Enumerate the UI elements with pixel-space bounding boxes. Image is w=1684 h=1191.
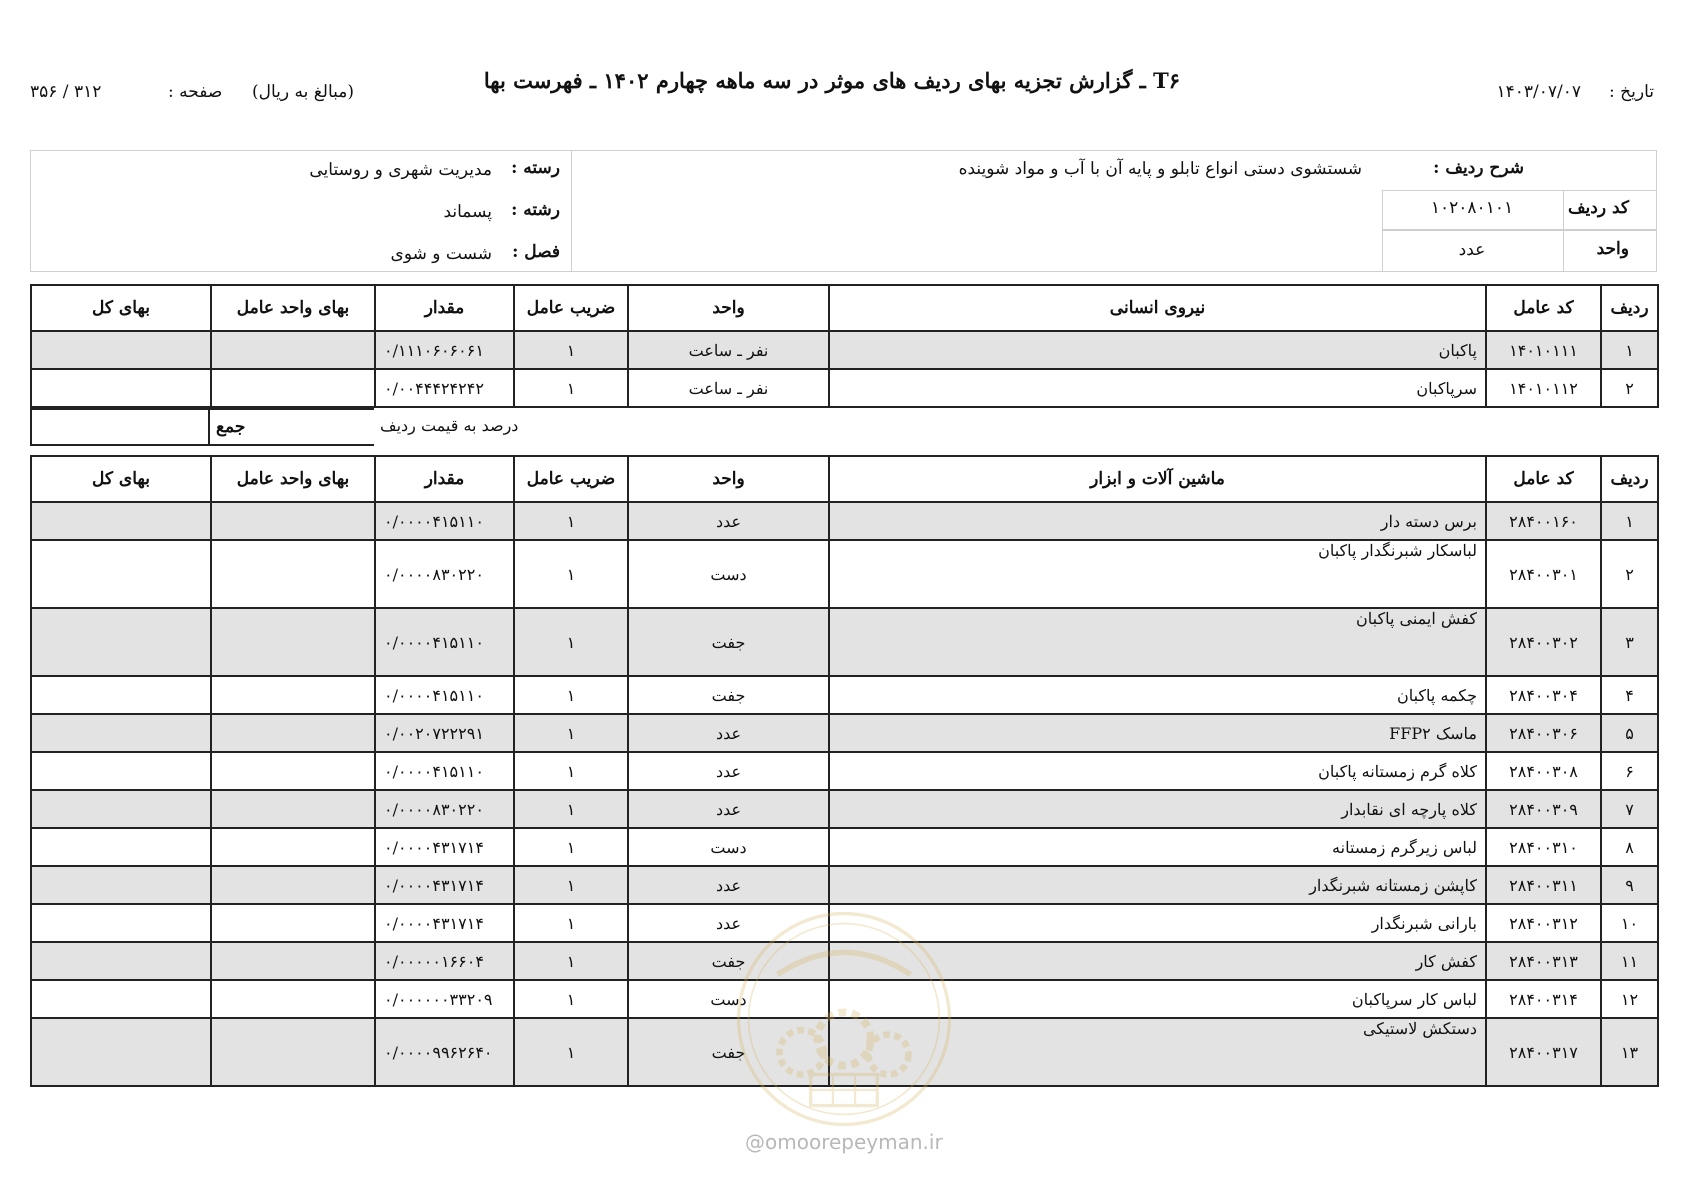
chapter-value: شست و شوی bbox=[390, 244, 492, 264]
factor-total-price bbox=[31, 942, 211, 980]
date-value: ۱۴۰۳/۰۷/۰۷ bbox=[1496, 82, 1581, 102]
factor-code: ۲۸۴۰۰۳۰۸ bbox=[1486, 752, 1601, 790]
factor-unit: عدد bbox=[628, 502, 829, 540]
factor-code: ۲۸۴۰۰۳۱۱ bbox=[1486, 866, 1601, 904]
row-code-value: ۱۰۲۰۸۰۱۰۱ bbox=[1430, 198, 1514, 218]
factor-unit: دست bbox=[628, 980, 829, 1018]
factor-unit: عدد bbox=[628, 790, 829, 828]
table-row bbox=[31, 369, 1658, 407]
factor-unit: عدد bbox=[628, 714, 829, 752]
row-desc-value: شستشوی دستی انواع تابلو و پایه آن با آب و مواد شوینده bbox=[958, 159, 1362, 179]
factor-unit: دست bbox=[628, 828, 829, 866]
table-row bbox=[31, 502, 1658, 540]
factor-name: برس دسته دار bbox=[829, 502, 1486, 540]
col-factor: ضریب عامل bbox=[514, 285, 628, 331]
factor-quantity: ۰/۰۰۲۰۷۲۲۲۹۱ bbox=[375, 714, 514, 752]
factor-unit: عدد bbox=[628, 752, 829, 790]
factor-name: کلاه گرم زمستانه پاکبان bbox=[829, 752, 1486, 790]
row-number: ۹ bbox=[1601, 866, 1658, 904]
row-number: ۳ bbox=[1601, 608, 1658, 676]
factor-unit: عدد bbox=[628, 866, 829, 904]
factor-unit-price bbox=[211, 676, 375, 714]
factor-coefficient: ۱ bbox=[514, 866, 628, 904]
factor-total-price bbox=[31, 369, 211, 407]
factor-name: پاکبان bbox=[829, 331, 1486, 369]
factor-name: کفش کار bbox=[829, 942, 1486, 980]
factor-unit-price bbox=[211, 828, 375, 866]
col-unit-price: بهای واحد عامل bbox=[211, 456, 375, 502]
chapter-label: فصل : bbox=[512, 242, 560, 262]
factor-name: کلاه پارچه ای نقابدار bbox=[829, 790, 1486, 828]
factor-unit: نفر ـ ساعت bbox=[628, 331, 829, 369]
row-number: ۷ bbox=[1601, 790, 1658, 828]
factor-name: سرپاکبان bbox=[829, 369, 1486, 407]
currency-note: (مبالغ به ریال) bbox=[252, 82, 355, 102]
col-code: کد عامل bbox=[1486, 285, 1601, 331]
row-number: ۱۰ bbox=[1601, 904, 1658, 942]
factor-total-price bbox=[31, 980, 211, 1018]
category-value: مدیریت شهری و روستایی bbox=[309, 160, 492, 180]
factor-coefficient: ۱ bbox=[514, 904, 628, 942]
col-row: ردیف bbox=[1601, 285, 1658, 331]
factor-code: ۲۸۴۰۰۳۰۹ bbox=[1486, 790, 1601, 828]
factor-total-price bbox=[31, 1018, 211, 1086]
row-number: ۲ bbox=[1601, 540, 1658, 608]
factor-coefficient: ۱ bbox=[514, 942, 628, 980]
row-number: ۸ bbox=[1601, 828, 1658, 866]
labor-header-row bbox=[31, 285, 1658, 331]
factor-unit-price bbox=[211, 502, 375, 540]
table-row bbox=[31, 790, 1658, 828]
factor-coefficient: ۱ bbox=[514, 502, 628, 540]
factor-name: کاپشن زمستانه شبرنگدار bbox=[829, 866, 1486, 904]
row-number: ۱ bbox=[1601, 331, 1658, 369]
col-qty: مقدار bbox=[375, 285, 514, 331]
table-row bbox=[31, 714, 1658, 752]
factor-code: ۲۸۴۰۰۳۱۳ bbox=[1486, 942, 1601, 980]
col-unit-price: بهای واحد عامل bbox=[211, 285, 375, 331]
table-row bbox=[31, 608, 1658, 676]
factor-total-price bbox=[31, 752, 211, 790]
factor-quantity: ۰/۰۰۰۰۰۱۶۶۰۴ bbox=[375, 942, 514, 980]
factor-code: ۲۸۴۰۰۱۶۰ bbox=[1486, 502, 1601, 540]
factor-total-price bbox=[31, 540, 211, 608]
col-qty: مقدار bbox=[375, 456, 514, 502]
factor-unit: جفت bbox=[628, 1018, 829, 1086]
factor-unit-price bbox=[211, 752, 375, 790]
factor-total-price bbox=[31, 502, 211, 540]
factor-quantity: ۰/۰۰۰۰۴۱۵۱۱۰ bbox=[375, 502, 514, 540]
factor-quantity: ۰/۱۱۱۰۶۰۶۰۶۱ bbox=[375, 331, 514, 369]
watermark-logo bbox=[733, 908, 955, 1130]
factor-quantity: ۰/۰۰۰۰۴۳۱۷۱۴ bbox=[375, 904, 514, 942]
factor-unit-price bbox=[211, 904, 375, 942]
watermark-site: @omoorepeyman.ir bbox=[745, 1130, 943, 1154]
factor-unit: نفر ـ ساعت bbox=[628, 369, 829, 407]
col-row: ردیف bbox=[1601, 456, 1658, 502]
date-label: تاریخ : bbox=[1609, 82, 1654, 102]
factor-quantity: ۰/۰۰۰۰۴۳۱۷۱۴ bbox=[375, 828, 514, 866]
factor-quantity: ۰/۰۰۰۰۴۱۵۱۱۰ bbox=[375, 608, 514, 676]
factor-unit-price bbox=[211, 790, 375, 828]
factor-quantity: ۰/۰۰۰۰۴۱۵۱۱۰ bbox=[375, 676, 514, 714]
row-code-label: کد ردیف bbox=[1567, 198, 1629, 218]
percent-cell bbox=[30, 408, 210, 446]
factor-name: بارانی شبرنگدار bbox=[829, 904, 1486, 942]
factor-code: ۲۸۴۰۰۳۱۷ bbox=[1486, 1018, 1601, 1086]
unit-label: واحد bbox=[1596, 239, 1629, 259]
factor-code: ۱۴۰۱۰۱۱۱ bbox=[1486, 331, 1601, 369]
machinery-header-row bbox=[31, 456, 1658, 502]
field-label: رشته : bbox=[511, 200, 560, 220]
row-number: ۵ bbox=[1601, 714, 1658, 752]
row-number: ۱۳ bbox=[1601, 1018, 1658, 1086]
factor-unit: دست bbox=[628, 540, 829, 608]
factor-unit-price bbox=[211, 866, 375, 904]
info-divider bbox=[571, 151, 572, 271]
sum-label: جمع bbox=[216, 417, 246, 437]
col-factor: ضریب عامل bbox=[514, 456, 628, 502]
factor-name: کفش ایمنی پاکبان bbox=[829, 608, 1486, 676]
factor-coefficient: ۱ bbox=[514, 1018, 628, 1086]
factor-total-price bbox=[31, 676, 211, 714]
col-unit: واحد bbox=[628, 285, 829, 331]
factor-total-price bbox=[31, 866, 211, 904]
factor-name: لباس کار سرپاکبان bbox=[829, 980, 1486, 1018]
factor-coefficient: ۱ bbox=[514, 540, 628, 608]
factor-total-price bbox=[31, 790, 211, 828]
unit-value: عدد bbox=[1458, 240, 1486, 260]
page-label: صفحه : bbox=[168, 82, 223, 102]
factor-unit: عدد bbox=[628, 904, 829, 942]
factor-quantity: ۰/۰۰۴۴۴۲۴۲۴۲ bbox=[375, 369, 514, 407]
factor-code: ۲۸۴۰۰۳۰۲ bbox=[1486, 608, 1601, 676]
factor-code: ۱۴۰۱۰۱۱۲ bbox=[1486, 369, 1601, 407]
factor-total-price bbox=[31, 331, 211, 369]
factor-name: لباس زیرگرم زمستانه bbox=[829, 828, 1486, 866]
factor-quantity: ۰/۰۰۰۰۹۹۶۲۶۴۰ bbox=[375, 1018, 514, 1086]
factor-unit: جفت bbox=[628, 608, 829, 676]
labor-sum-row bbox=[30, 408, 530, 446]
factor-coefficient: ۱ bbox=[514, 828, 628, 866]
table-row bbox=[31, 752, 1658, 790]
factor-quantity: ۰/۰۰۰۰۴۳۱۷۱۴ bbox=[375, 866, 514, 904]
factor-unit-price bbox=[211, 714, 375, 752]
labor-body bbox=[31, 331, 1658, 407]
col-total: بهای کل bbox=[31, 456, 211, 502]
factor-coefficient: ۱ bbox=[514, 676, 628, 714]
factor-code: ۲۸۴۰۰۳۰۱ bbox=[1486, 540, 1601, 608]
factor-unit-price bbox=[211, 331, 375, 369]
factor-quantity: ۰/۰۰۰۰۸۳۰۲۲۰ bbox=[375, 540, 514, 608]
factor-total-price bbox=[31, 828, 211, 866]
table-row bbox=[31, 828, 1658, 866]
factor-unit-price bbox=[211, 540, 375, 608]
factor-coefficient: ۱ bbox=[514, 752, 628, 790]
factor-coefficient: ۱ bbox=[514, 608, 628, 676]
factor-code: ۲۸۴۰۰۳۱۴ bbox=[1486, 980, 1601, 1018]
row-number: ۶ bbox=[1601, 752, 1658, 790]
factor-name: چکمه پاکبان bbox=[829, 676, 1486, 714]
row-number: ۴ bbox=[1601, 676, 1658, 714]
col-title: ماشین آلات و ابزار bbox=[829, 456, 1486, 502]
factor-unit-price bbox=[211, 369, 375, 407]
col-unit: واحد bbox=[628, 456, 829, 502]
factor-coefficient: ۱ bbox=[514, 790, 628, 828]
col-total: بهای کل bbox=[31, 285, 211, 331]
factor-name: دستکش لاستیکی bbox=[829, 1018, 1486, 1086]
factor-quantity: ۰/۰۰۰۰۸۳۰۲۲۰ bbox=[375, 790, 514, 828]
factor-quantity: ۰/۰۰۰۰۴۱۵۱۱۰ bbox=[375, 752, 514, 790]
col-code: کد عامل bbox=[1486, 456, 1601, 502]
factor-coefficient: ۱ bbox=[514, 369, 628, 407]
row-number: ۱ bbox=[1601, 502, 1658, 540]
factor-coefficient: ۱ bbox=[514, 714, 628, 752]
factor-code: ۲۸۴۰۰۳۰۶ bbox=[1486, 714, 1601, 752]
category-label: رسته : bbox=[511, 158, 560, 178]
row-number: ۲ bbox=[1601, 369, 1658, 407]
factor-code: ۲۸۴۰۰۳۰۴ bbox=[1486, 676, 1601, 714]
factor-name: لباسکار شبرنگدار پاکبان bbox=[829, 540, 1486, 608]
table-row bbox=[31, 331, 1658, 369]
table-row bbox=[31, 540, 1658, 608]
factor-unit-price bbox=[211, 1018, 375, 1086]
sum-label-cell bbox=[208, 408, 374, 446]
page-number: ۳۱۲ / ۳۵۶ bbox=[30, 82, 102, 102]
col-title: نیروی انسانی bbox=[829, 285, 1486, 331]
factor-unit-price bbox=[211, 608, 375, 676]
factor-unit: جفت bbox=[628, 676, 829, 714]
row-number: ۱۱ bbox=[1601, 942, 1658, 980]
report-title: T۶ ـ گزارش تجزیه بهای ردیف های موثر در سه ماهه چهارم ۱۴۰۲ ـ فهرست بها bbox=[483, 68, 1180, 93]
factor-quantity: ۰/۰۰۰۰۰۰۳۳۲۰۹ bbox=[375, 980, 514, 1018]
factor-unit-price bbox=[211, 942, 375, 980]
factor-coefficient: ۱ bbox=[514, 331, 628, 369]
factor-coefficient: ۱ bbox=[514, 980, 628, 1018]
percent-label: درصد به قیمت ردیف bbox=[380, 416, 519, 435]
table-row bbox=[31, 676, 1658, 714]
field-value: پسماند bbox=[443, 202, 492, 222]
factor-code: ۲۸۴۰۰۳۱۰ bbox=[1486, 828, 1601, 866]
factor-unit: جفت bbox=[628, 942, 829, 980]
factor-total-price bbox=[31, 714, 211, 752]
factor-code: ۲۸۴۰۰۳۱۲ bbox=[1486, 904, 1601, 942]
row-desc-label: شرح ردیف : bbox=[1433, 158, 1524, 178]
factor-unit-price bbox=[211, 980, 375, 1018]
labor-table bbox=[30, 284, 1659, 408]
factor-total-price bbox=[31, 608, 211, 676]
factor-total-price bbox=[31, 904, 211, 942]
factor-name: ماسک FFP۲ bbox=[829, 714, 1486, 752]
table-row bbox=[31, 866, 1658, 904]
row-number: ۱۲ bbox=[1601, 980, 1658, 1018]
